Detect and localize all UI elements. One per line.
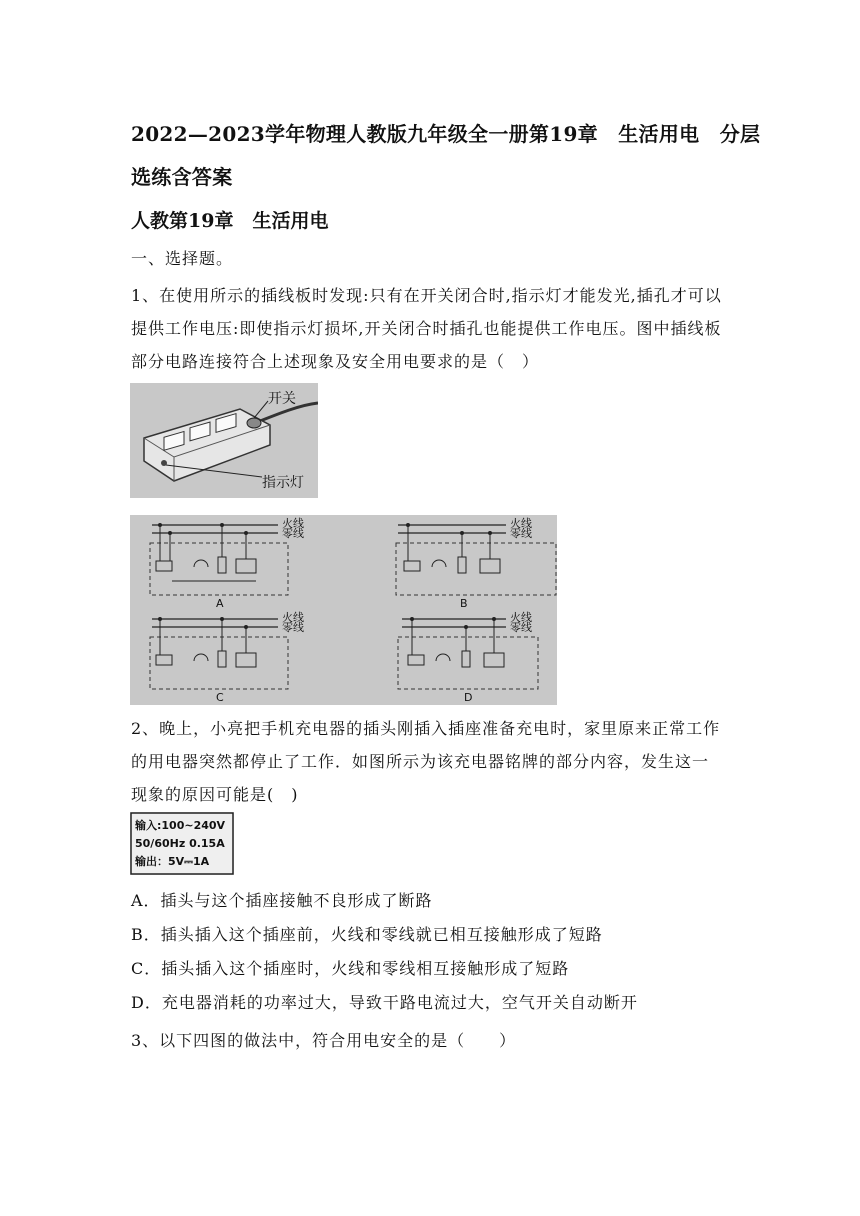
option-label-c: C (216, 691, 224, 704)
option-label-d: D (464, 691, 473, 704)
live-wire-label-a: 火线 (282, 517, 304, 530)
q2-line-1: 2、晚上，小亮把手机充电器的插头刚插入插座准备充电时，家里原来正常工作 (131, 719, 721, 738)
q2-line-3: 现象的原因可能是( ) (131, 785, 299, 804)
switch-label: 开关 (268, 391, 296, 407)
charger-nameplate (130, 812, 234, 875)
power-strip-illustration (130, 383, 318, 498)
q1-line-3: 部分电路连接符合上述现象及安全用电要求的是（ ） (131, 352, 540, 371)
circuit-options-figure (130, 515, 557, 705)
circuit-options-diagram (130, 515, 557, 705)
document-title-line-1: 2022—2023学年物理人教版九年级全一册第19章 生活用电 分层 (131, 122, 761, 146)
document-title-line-2: 选练含答案 (131, 165, 233, 189)
q1-line-2: 提供工作电压:即使指示灯损坏,开关闭合时插孔也能提供工作电压。图中插线板 (131, 319, 722, 338)
neutral-wire-label-d: 零线 (510, 621, 532, 634)
q2-line-2: 的用电器突然都停止了工作．如图所示为该充电器铭牌的部分内容，发生这一 (131, 752, 710, 771)
q2-option-d: D．充电器消耗的功率过大，导致干路电流过大，空气开关自动断开 (131, 993, 638, 1012)
live-wire-label-b: 火线 (510, 517, 532, 530)
q3-line-1: 3、以下四图的做法中，符合用电安全的是（ ） (131, 1031, 517, 1050)
chapter-heading: 人教第19章 生活用电 (131, 210, 329, 232)
q1-line-1: 1、在使用所示的插线板时发现:只有在开关闭合时,指示灯才能发光,插孔才可以 (131, 286, 722, 305)
q2-option-c: C．插头插入这个插座时，火线和零线相互接触形成了短路 (131, 959, 570, 978)
nameplate-input: 输入:100~240V (135, 819, 226, 832)
q2-option-a: A．插头与这个插座接触不良形成了断路 (131, 891, 433, 910)
option-label-a: A (216, 597, 224, 610)
live-wire-label-d: 火线 (510, 611, 532, 624)
live-wire-label-c: 火线 (282, 611, 304, 624)
option-label-b: B (460, 597, 468, 610)
neutral-wire-label-a: 零线 (282, 527, 304, 540)
neutral-wire-label-c: 零线 (282, 621, 304, 634)
section-heading: 一、选择题。 (131, 249, 234, 268)
indicator-label: 指示灯 (262, 475, 304, 491)
nameplate-output: 输出：5V⎓1A (135, 855, 210, 868)
power-strip-photo (130, 383, 318, 498)
neutral-wire-label-b: 零线 (510, 527, 532, 540)
nameplate-frequency: 50/60Hz 0.15A (135, 837, 225, 850)
q2-option-b: B．插头插入这个插座前，火线和零线就已相互接触形成了短路 (131, 925, 603, 944)
nameplate-box (130, 812, 234, 875)
